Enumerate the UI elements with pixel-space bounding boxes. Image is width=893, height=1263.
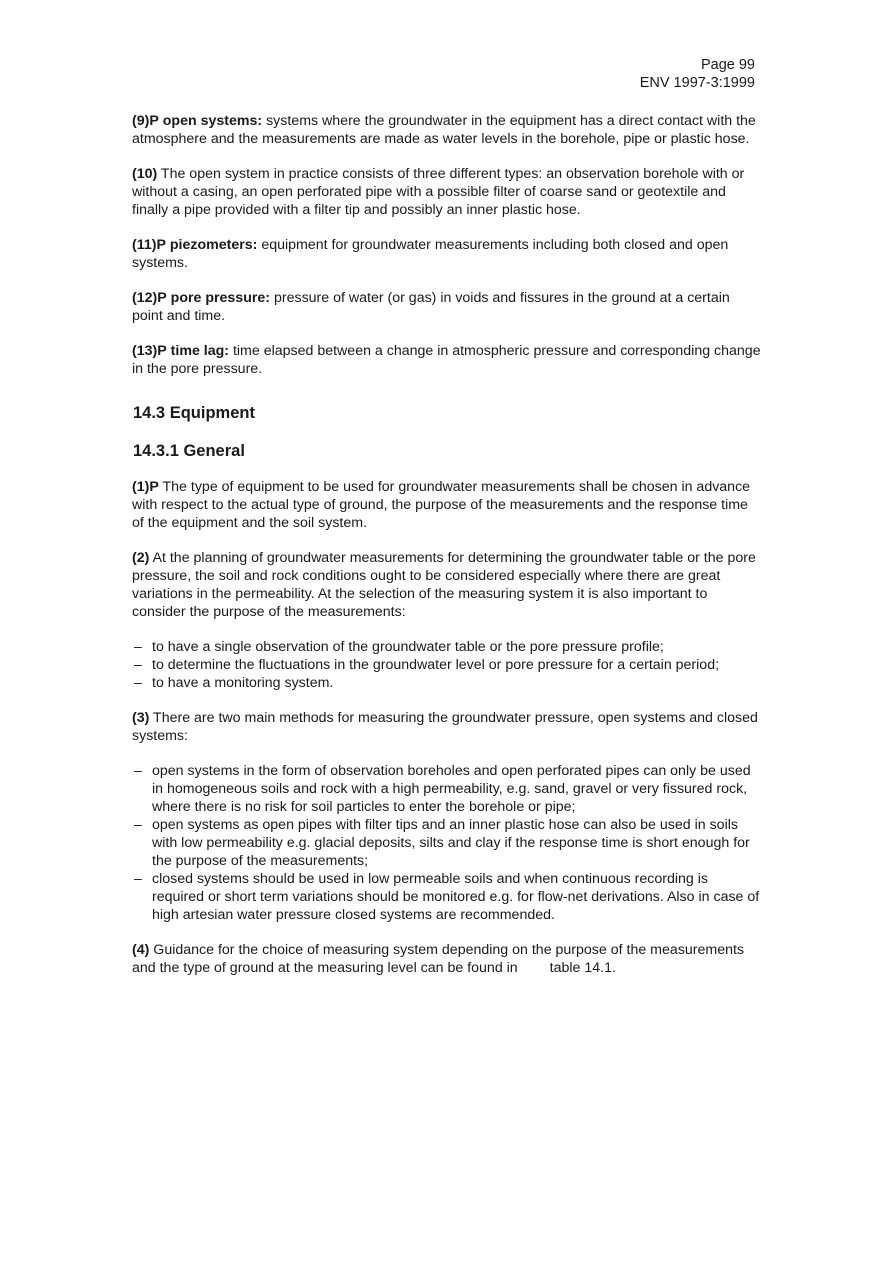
definition-text: pressure of water (or gas) in voids and fissures in the ground at a certain point and time. bbox=[132, 290, 730, 324]
definition-12 bbox=[132, 289, 762, 325]
definition-text: equipment for groundwater measurements including both closed and open systems. bbox=[132, 237, 729, 271]
general-paragraph-2 bbox=[132, 549, 762, 621]
section-heading: 14.3 Equipment bbox=[133, 404, 255, 422]
list-item: – to determine the fluctuations in the groundwater level or pore pressure for a certain period; bbox=[132, 656, 762, 674]
clause-number: (1)P bbox=[132, 479, 159, 495]
table-reference: table 14.1. bbox=[549, 960, 616, 976]
clause-number: (9)P bbox=[132, 113, 159, 129]
clause-number: (4) bbox=[132, 942, 150, 958]
clause-number: (13)P bbox=[132, 343, 167, 359]
defined-term: time lag: bbox=[170, 343, 229, 359]
list-item: – to have a monitoring system. bbox=[132, 674, 762, 692]
paragraph-text: The open system in practice consists of three different types: an observation borehole with or without a casing, an open perforated pipe with a possible filter of coarse sand or geotextile and finally a pipe provided with a filter tip and possibly an inner plastic hose. bbox=[132, 166, 745, 218]
methods-list bbox=[132, 762, 762, 924]
definition-text: systems where the groundwater in the equipment has a direct contact with the atmosphere and the measurements are made as water levels in the borehole, pipe or plastic hose. bbox=[132, 113, 756, 147]
clause-number: (10) bbox=[132, 166, 158, 182]
paragraph-text: Guidance for the choice of measuring system depending on the purpose of the measurements and the type of ground at the measuring level can be found in bbox=[132, 942, 745, 976]
subsection-heading: 14.3.1 General bbox=[133, 442, 245, 460]
defined-term: open systems: bbox=[162, 113, 263, 129]
general-paragraph-4 bbox=[132, 941, 762, 977]
list-item: – to have a single observation of the groundwater table or the pore pressure profile; bbox=[132, 638, 762, 656]
clause-number: (2) bbox=[132, 550, 150, 566]
list-item: – open systems in the form of observation boreholes and open perforated pipes can only be used in homogeneous soils and rock with a high permeability, e.g. sand, gravel or very fissured rock, where there is no risk for soil particles to enter the borehole or pipe; bbox=[132, 762, 762, 816]
definition-11 bbox=[132, 236, 762, 272]
page-header bbox=[640, 56, 755, 92]
paragraph-10 bbox=[132, 165, 762, 219]
definition-13 bbox=[132, 342, 762, 378]
general-paragraph-1 bbox=[132, 478, 762, 532]
page-number: Page 99 bbox=[700, 57, 755, 73]
clause-number: (3) bbox=[132, 710, 150, 726]
definition-text: time elapsed between a change in atmospheric pressure and corresponding change in the pore pressure. bbox=[132, 343, 761, 377]
general-paragraph-3 bbox=[132, 709, 762, 745]
definition-9 bbox=[132, 112, 762, 148]
defined-term: pore pressure: bbox=[170, 290, 271, 306]
page-content bbox=[132, 112, 762, 994]
list-item: – closed systems should be used in low permeable soils and when continuous recording is required or short term variations should be monitored e.g. for flow-net derivations. Also in case of high artesian water pressure closed systems are recommended. bbox=[132, 870, 762, 924]
paragraph-text: The type of equipment to be used for groundwater measurements shall be chosen in advance with respect to the actual type of ground, the purpose of the measurements and the response time of the equipment and the soil system. bbox=[132, 479, 751, 531]
clause-number: (12)P bbox=[132, 290, 167, 306]
standard-code: ENV 1997-3:1999 bbox=[639, 75, 755, 91]
defined-term: piezometers: bbox=[169, 237, 258, 253]
purpose-list bbox=[132, 638, 762, 692]
list-item: – open systems as open pipes with filter tips and an inner plastic hose can also be used in soils with low permeability e.g. glacial deposits, silts and clay if the response time is short enough for the purpose of the measurements; bbox=[132, 816, 762, 870]
paragraph-text: There are two main methods for measuring the groundwater pressure, open systems and closed systems: bbox=[132, 710, 758, 744]
paragraph-text: At the planning of groundwater measurements for determining the groundwater table or the pore pressure, the soil and rock conditions ought to be considered especially where there are great variations in the permeability. At the selection of the measuring system it is also important to consider the purpose of the measurements: bbox=[132, 550, 756, 620]
clause-number: (11)P bbox=[132, 237, 166, 253]
